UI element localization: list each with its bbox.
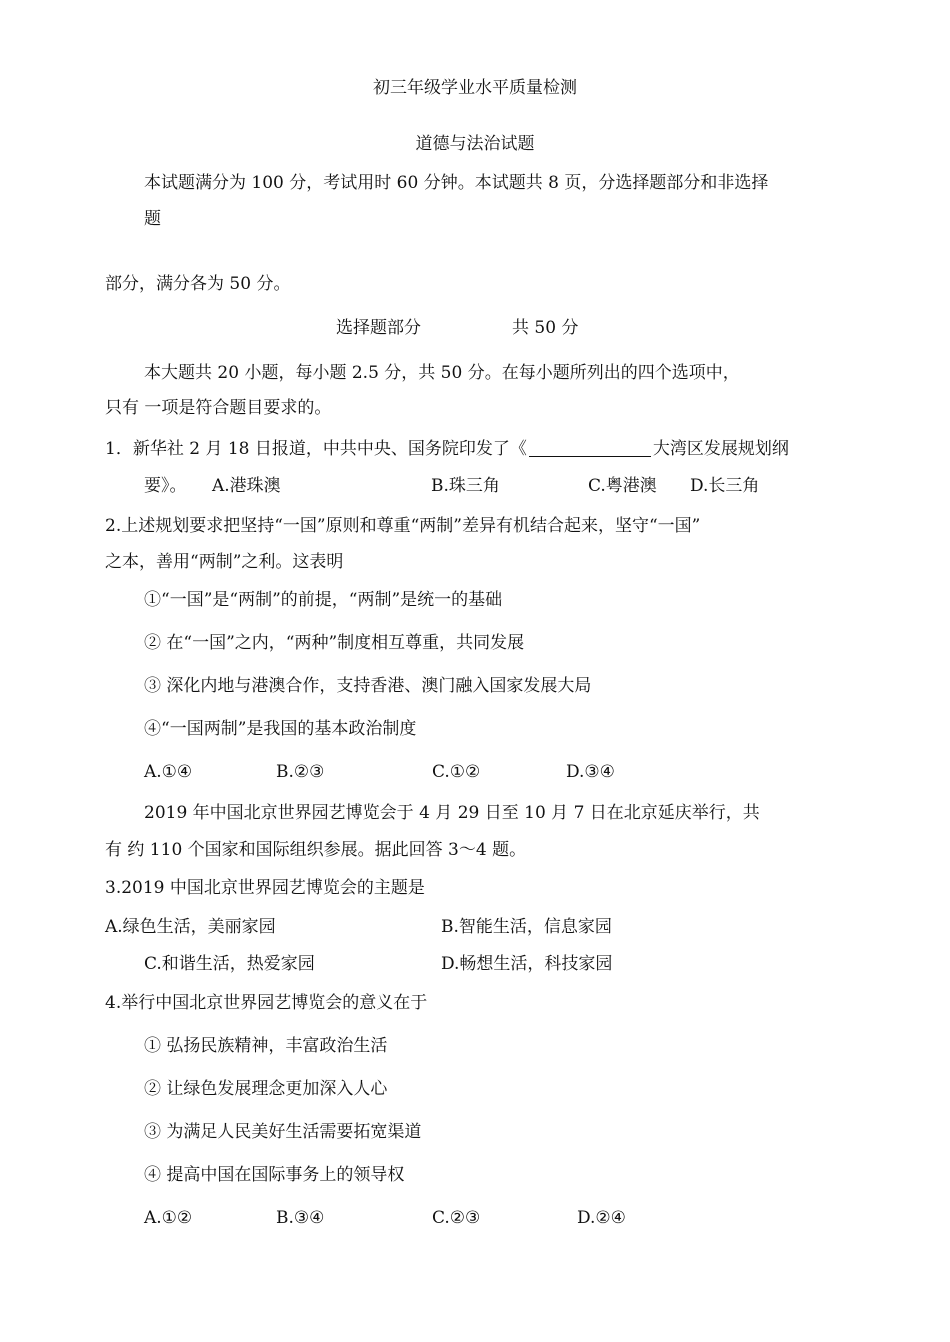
q4-item-3: ③ 为满足人民美好生活需要拓宽渠道 [144, 1122, 422, 1142]
q4-option-c: C.②③ [432, 1208, 481, 1228]
q2-item-1: ①“一国”是“两制”的前提，“两制”是统一的基础 [144, 590, 503, 610]
question-1-stem-c: 要》。 [144, 476, 187, 496]
q4-option-b: B.③④ [276, 1208, 325, 1228]
question-1-stem [105, 437, 789, 461]
q2-item-2: ② 在“一国”之内，“两种”制度相互尊重，共同发展 [144, 633, 525, 653]
q2-item-3: ③ 深化内地与港澳合作，支持香港、澳门融入国家发展大局 [144, 676, 592, 696]
q2-option-c: C.①② [432, 762, 481, 782]
section-name: 选择题部分 [336, 318, 421, 338]
section-points: 共 50 分 [512, 318, 579, 338]
q3-option-c: C.和谐生活，热爱家园 [144, 954, 315, 974]
q3-option-a: A.绿色生活，美丽家园 [105, 917, 276, 937]
q4-item-4: ④ 提高中国在国际事务上的领导权 [144, 1165, 405, 1185]
q1-option-b: B.珠三角 [431, 476, 500, 496]
question-1-stem-b: 大湾区发展规划纲 [652, 439, 789, 459]
question-2-stem-1: 2.上述规划要求把坚持“一国”原则和尊重“两制”差异有机结合起来，坚守“一国” [105, 516, 701, 536]
q4-item-1: ① 弘扬民族精神，丰富政治生活 [144, 1036, 388, 1056]
material-line-1: 2019 年中国北京世界园艺博览会于 4 月 29 日至 10 月 7 日在北京延庆举行，共 [144, 803, 760, 823]
q1-option-a: A.港珠澳 [212, 476, 281, 496]
intro-line-3: 部分，满分各为 50 分。 [105, 274, 291, 294]
section-desc-2: 只有 一项是符合题目要求的。 [105, 398, 332, 418]
q2-option-d: D.③④ [566, 762, 615, 782]
answer-blank [529, 438, 651, 457]
exam-title: 初三年级学业水平质量检测 [373, 78, 577, 98]
q2-option-b: B.②③ [276, 762, 325, 782]
q4-option-d: D.②④ [577, 1208, 626, 1228]
section-desc-1: 本大题共 20 小题，每小题 2.5 分，共 50 分。在每小题所列出的四个选项中， [144, 363, 740, 383]
intro-line-2: 题 [144, 209, 161, 229]
subject-title: 道德与法治试题 [415, 134, 535, 154]
question-4-stem: 4.举行中国北京世界园艺博览会的意义在于 [105, 993, 428, 1013]
question-2-stem-2: 之本，善用“两制”之利。这表明 [105, 552, 344, 572]
question-1-stem-a: 1．新华社 2 月 18 日报道，中共中央、国务院印发了《 [105, 439, 527, 459]
q4-item-2: ② 让绿色发展理念更加深入人心 [144, 1079, 388, 1099]
q1-option-d: D.长三角 [690, 476, 760, 496]
q2-item-4: ④“一国两制”是我国的基本政治制度 [144, 719, 417, 739]
q3-option-b: B.智能生活，信息家园 [441, 917, 612, 937]
q3-option-d: D.畅想生活，科技家园 [441, 954, 613, 974]
q1-option-c: C.粤港澳 [588, 476, 657, 496]
q2-option-a: A.①④ [144, 762, 193, 782]
material-line-2: 有 约 110 个国家和国际组织参展。据此回答 3～4 题。 [105, 840, 527, 860]
question-3-stem: 3.2019 中国北京世界园艺博览会的主题是 [105, 878, 425, 898]
q4-option-a: A.①② [144, 1208, 193, 1228]
intro-line-1: 本试题满分为 100 分，考试用时 60 分钟。本试题共 8 页，分选择题部分和非选择 [144, 173, 769, 193]
